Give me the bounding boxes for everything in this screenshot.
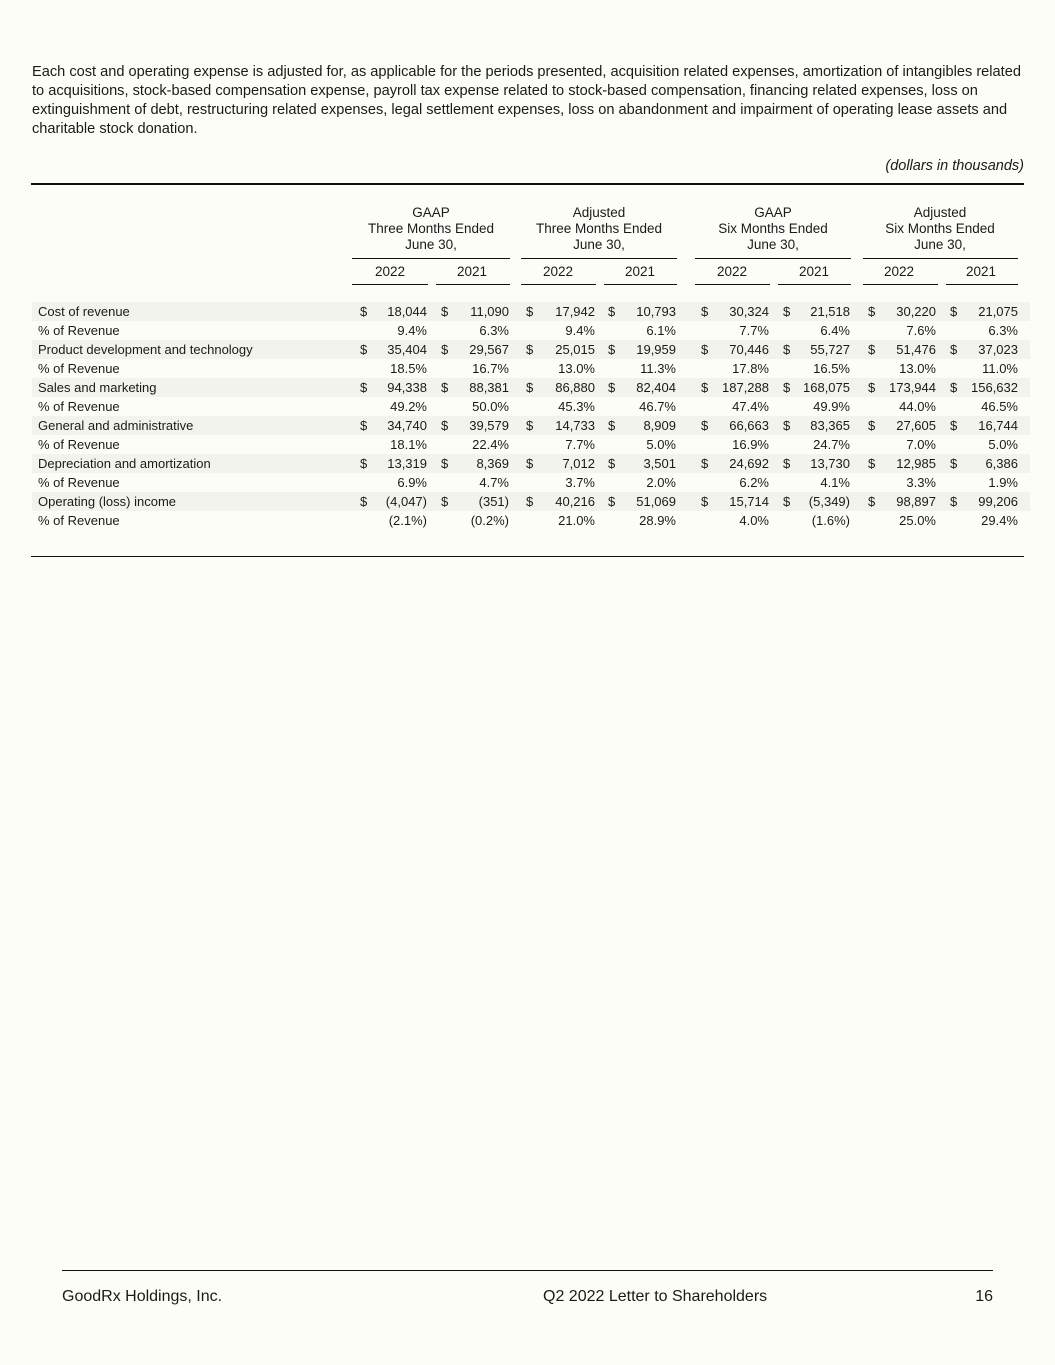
currency-symbol: $ [701, 342, 709, 357]
currency-symbol: $ [608, 342, 616, 357]
year-header: 2021 [624, 264, 656, 279]
currency-symbol: $ [360, 494, 368, 509]
table-row [32, 397, 1030, 416]
year-header-rule [352, 284, 428, 285]
currency-symbol: $ [950, 380, 958, 395]
column-group-rule [863, 258, 1018, 259]
units-note: (dollars in thousands) [885, 158, 1024, 174]
cell-value: 9.4% [565, 323, 595, 338]
cell-value: 4.7% [479, 475, 509, 490]
footer-company: GoodRx Holdings, Inc. [62, 1288, 223, 1305]
cell-value: 5.0% [988, 437, 1018, 452]
currency-symbol: $ [441, 494, 449, 509]
year-header-rule [946, 284, 1018, 285]
year-header-rule [778, 284, 851, 285]
cell-value: 51,069 [636, 494, 676, 509]
currency-symbol: $ [950, 494, 958, 509]
currency-symbol: $ [526, 342, 534, 357]
currency-symbol: $ [868, 456, 876, 471]
currency-symbol: $ [608, 418, 616, 433]
table-row [32, 302, 1030, 321]
column-group-rule [352, 258, 510, 259]
cell-value: 24.7% [813, 437, 850, 452]
cell-value: 30,220 [896, 304, 936, 319]
currency-symbol: $ [701, 304, 709, 319]
currency-symbol: $ [868, 418, 876, 433]
column-group-header-line: Adjusted [913, 205, 967, 220]
cell-value: 83,365 [810, 418, 850, 433]
cell-value: 3.7% [565, 475, 595, 490]
currency-symbol: $ [441, 418, 449, 433]
cell-value: (1.6%) [811, 513, 850, 528]
currency-symbol: $ [441, 304, 449, 319]
table-row [32, 321, 1030, 340]
currency-symbol: $ [783, 418, 791, 433]
currency-symbol: $ [950, 304, 958, 319]
currency-symbol: $ [360, 304, 368, 319]
cell-value: 5.0% [646, 437, 676, 452]
cell-value: 50.0% [472, 399, 509, 414]
year-header: 2022 [716, 264, 748, 279]
year-header: 2021 [456, 264, 488, 279]
cell-value: 22.4% [472, 437, 509, 452]
cell-value: 49.9% [813, 399, 850, 414]
cell-value: 39,579 [469, 418, 509, 433]
table-row [32, 378, 1030, 397]
currency-symbol: $ [783, 304, 791, 319]
year-header: 2021 [965, 264, 997, 279]
cell-value: 55,727 [810, 342, 850, 357]
cell-value: 3.3% [906, 475, 936, 490]
currency-symbol: $ [701, 418, 709, 433]
currency-symbol: $ [701, 380, 709, 395]
row-label: % of Revenue [38, 323, 120, 338]
currency-symbol: $ [783, 380, 791, 395]
cell-value: 18.5% [390, 361, 427, 376]
cell-value: 11,090 [470, 304, 509, 319]
cell-value: 6.3% [479, 323, 509, 338]
currency-symbol: $ [441, 456, 449, 471]
cell-value: 4.1% [820, 475, 850, 490]
column-group-header-line: June 30, [914, 237, 966, 252]
column-group-header-line: GAAP [754, 205, 792, 220]
table-top-rule [31, 183, 1024, 185]
cell-value: 7.7% [565, 437, 595, 452]
cell-value: 19,959 [636, 342, 676, 357]
cell-value: 25,015 [555, 342, 595, 357]
cell-value: (2.1%) [388, 513, 427, 528]
cell-value: 6.3% [988, 323, 1018, 338]
cell-value: 34,740 [387, 418, 427, 433]
currency-symbol: $ [701, 494, 709, 509]
cell-value: 156,632 [971, 380, 1018, 395]
cell-value: 29.4% [981, 513, 1018, 528]
cell-value: (351) [478, 494, 509, 509]
currency-symbol: $ [950, 418, 958, 433]
year-header: 2022 [883, 264, 915, 279]
cell-value: 66,663 [729, 418, 769, 433]
cell-value: 46.5% [981, 399, 1018, 414]
cell-value: 40,216 [555, 494, 595, 509]
currency-symbol: $ [783, 456, 791, 471]
cell-value: 14,733 [555, 418, 595, 433]
cell-value: 18,044 [387, 304, 427, 319]
cell-value: 7.7% [739, 323, 769, 338]
currency-symbol: $ [868, 380, 876, 395]
column-group-header-line: Six Months Ended [718, 221, 828, 236]
table-bottom-rule [31, 556, 1024, 557]
table-row [32, 359, 1030, 378]
cell-value: 11.0% [982, 361, 1018, 376]
cell-value: 4.0% [739, 513, 769, 528]
currency-symbol: $ [868, 494, 876, 509]
currency-symbol: $ [608, 456, 616, 471]
column-group-header [351, 205, 511, 253]
row-label: Sales and marketing [38, 380, 157, 395]
column-group-header [519, 205, 679, 253]
year-header-rule [436, 284, 510, 285]
cell-value: 1.9% [988, 475, 1018, 490]
year-header-rule [604, 284, 677, 285]
row-label: % of Revenue [38, 475, 120, 490]
currency-symbol: $ [526, 304, 534, 319]
cell-value: 27,605 [896, 418, 936, 433]
footer-page-number: 16 [975, 1288, 993, 1305]
column-group-header-line: Adjusted [572, 205, 626, 220]
currency-symbol: $ [526, 494, 534, 509]
cell-value: 21,518 [810, 304, 850, 319]
cell-value: 6,386 [985, 456, 1018, 471]
cell-value: 17.8% [732, 361, 769, 376]
cell-value: 46.7% [639, 399, 676, 414]
cell-value: 51,476 [896, 342, 936, 357]
currency-symbol: $ [950, 456, 958, 471]
cell-value: 13.0% [558, 361, 595, 376]
column-group-rule [521, 258, 677, 259]
cell-value: 30,324 [729, 304, 769, 319]
cell-value: 16,744 [978, 418, 1018, 433]
column-group-header-line: June 30, [405, 237, 457, 252]
row-label: Depreciation and amortization [38, 456, 211, 471]
cell-value: 29,567 [469, 342, 509, 357]
currency-symbol: $ [950, 342, 958, 357]
column-group-header-line: June 30, [747, 237, 799, 252]
cell-value: 86,880 [555, 380, 595, 395]
currency-symbol: $ [608, 380, 616, 395]
currency-symbol: $ [441, 342, 449, 357]
cell-value: 6.9% [397, 475, 427, 490]
currency-symbol: $ [783, 494, 791, 509]
cell-value: 44.0% [899, 399, 936, 414]
cell-value: 45.3% [558, 399, 595, 414]
cell-value: 37,023 [978, 342, 1018, 357]
currency-symbol: $ [868, 342, 876, 357]
row-label: General and administrative [38, 418, 194, 433]
cell-value: 94,338 [387, 380, 427, 395]
row-label: % of Revenue [38, 399, 120, 414]
cell-value: 70,446 [729, 342, 769, 357]
cell-value: 17,942 [555, 304, 595, 319]
cell-value: (0.2%) [470, 513, 509, 528]
cell-value: 25.0% [899, 513, 936, 528]
cell-value: 7.6% [906, 323, 936, 338]
cell-value: 6.2% [739, 475, 769, 490]
table-row [32, 435, 1030, 454]
footer-rule [62, 1270, 993, 1271]
cell-value: 35,404 [387, 342, 427, 357]
row-label: % of Revenue [38, 437, 120, 452]
row-label: Cost of revenue [38, 304, 130, 319]
currency-symbol: $ [701, 456, 709, 471]
year-header: 2021 [798, 264, 830, 279]
intro-paragraph: Each cost and operating expense is adjusted for, as applicable for the periods presented, acquisition related expenses, amortization of intangibles related to acquisitions, stock-based compensation expense, payroll tax expense related to stock-based compensation, financing related expenses, loss on extinguishment of debt, restructuring related expenses, legal settlement expenses, loss on abandonment and impairment of operating lease assets and charitable stock donation. [32, 64, 1021, 137]
currency-symbol: $ [360, 380, 368, 395]
column-group-header-line: Six Months Ended [885, 221, 995, 236]
cell-value: 16.5% [813, 361, 850, 376]
cell-value: 6.1% [646, 323, 676, 338]
cell-value: 8,909 [643, 418, 676, 433]
cell-value: 21,075 [978, 304, 1018, 319]
cell-value: 49.2% [390, 399, 427, 414]
currency-symbol: $ [783, 342, 791, 357]
currency-symbol: $ [608, 494, 616, 509]
cell-value: 13,730 [810, 456, 850, 471]
cell-value: 13,319 [387, 456, 427, 471]
cell-value: (4,047) [385, 494, 427, 509]
table-row [32, 511, 1030, 530]
currency-symbol: $ [526, 456, 534, 471]
cell-value: 98,897 [896, 494, 936, 509]
cell-value: 187,288 [722, 380, 769, 395]
row-label: % of Revenue [38, 513, 120, 528]
column-group-header-line: Three Months Ended [535, 221, 663, 236]
currency-symbol: $ [360, 456, 368, 471]
cell-value: 82,404 [636, 380, 676, 395]
cell-value: 9.4% [397, 323, 427, 338]
currency-symbol: $ [360, 418, 368, 433]
column-group-header-line: June 30, [573, 237, 625, 252]
table-row [32, 340, 1030, 359]
table-row [32, 492, 1030, 511]
cell-value: 47.4% [732, 399, 769, 414]
table-row [32, 454, 1030, 473]
year-header-rule [521, 284, 596, 285]
column-group-header [693, 205, 853, 253]
cell-value: 24,692 [729, 456, 769, 471]
cell-value: 88,381 [469, 380, 509, 395]
row-label: % of Revenue [38, 361, 120, 376]
cell-value: 10,793 [636, 304, 676, 319]
footer-document-title: Q2 2022 Letter to Shareholders [543, 1288, 768, 1305]
currency-symbol: $ [360, 342, 368, 357]
row-label: Operating (loss) income [38, 494, 176, 509]
cell-value: 21.0% [558, 513, 595, 528]
column-group-header-line: GAAP [412, 205, 450, 220]
cell-value: 18.1% [390, 437, 427, 452]
currency-symbol: $ [526, 418, 534, 433]
currency-symbol: $ [608, 304, 616, 319]
cell-value: 16.7% [472, 361, 509, 376]
year-header: 2022 [542, 264, 574, 279]
year-header-rule [695, 284, 770, 285]
row-label: Product development and technology [38, 342, 253, 357]
column-group-header-line: Three Months Ended [367, 221, 495, 236]
cell-value: 13.0% [899, 361, 936, 376]
currency-symbol: $ [526, 380, 534, 395]
cell-value: 3,501 [643, 456, 676, 471]
currency-symbol: $ [441, 380, 449, 395]
cell-value: 7.0% [906, 437, 936, 452]
cell-value: 12,985 [896, 456, 936, 471]
year-header: 2022 [374, 264, 406, 279]
cell-value: 28.9% [639, 513, 676, 528]
cell-value: 6.4% [820, 323, 850, 338]
cell-value: 15,714 [729, 494, 769, 509]
cell-value: 168,075 [803, 380, 850, 395]
cell-value: (5,349) [808, 494, 850, 509]
cell-value: 2.0% [646, 475, 676, 490]
cell-value: 7,012 [562, 456, 595, 471]
table-row [32, 473, 1030, 492]
cell-value: 8,369 [476, 456, 509, 471]
cell-value: 11.3% [640, 361, 676, 376]
cell-value: 173,944 [889, 380, 936, 395]
column-group-rule [695, 258, 851, 259]
currency-symbol: $ [868, 304, 876, 319]
year-header-rule [863, 284, 938, 285]
cell-value: 16.9% [732, 437, 769, 452]
cell-value: 99,206 [978, 494, 1018, 509]
column-group-header [860, 205, 1020, 253]
table-row [32, 416, 1030, 435]
